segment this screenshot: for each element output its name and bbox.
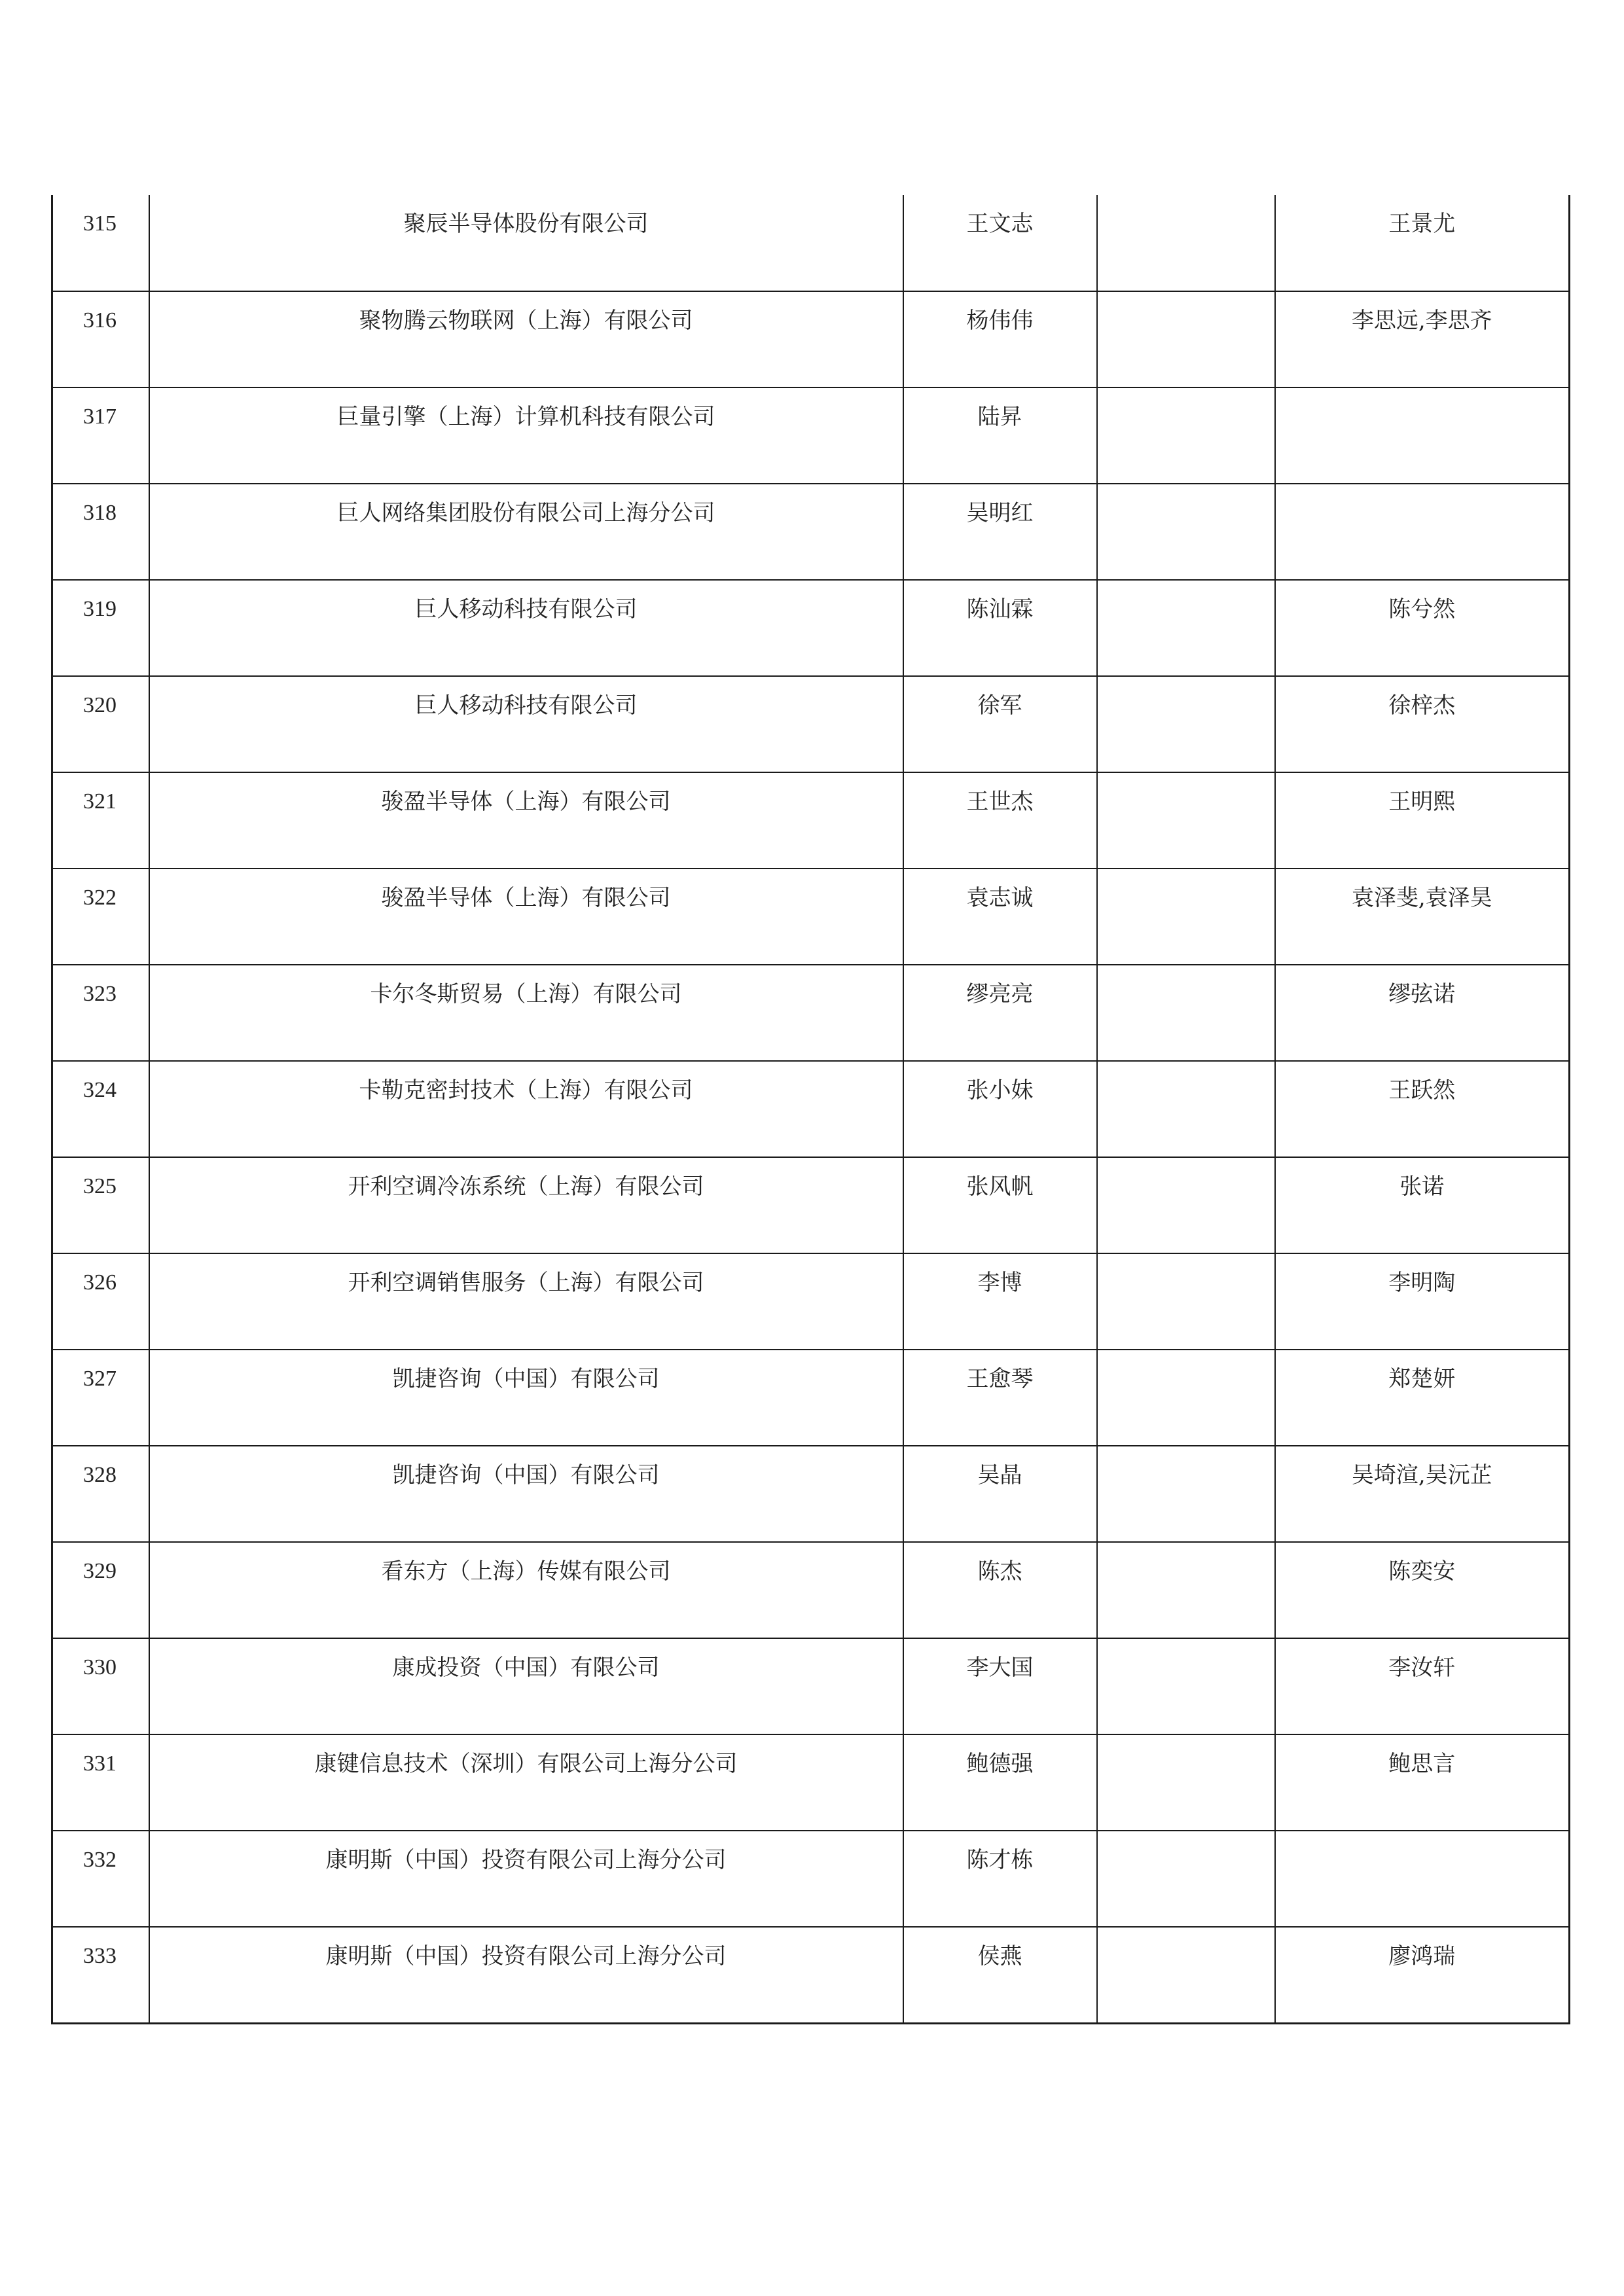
table-row [52,772,1570,869]
child-name-cell: 缪弦诺 [1275,965,1570,1061]
child-name-cell: 李思远,李思齐 [1275,291,1570,387]
row-number-cell: 327 [52,1350,149,1446]
company-cell: 开利空调销售服务（上海）有限公司 [149,1253,903,1350]
blank-cell [1097,1157,1275,1253]
blank-cell [1097,580,1275,676]
blank-cell [1097,1831,1275,1927]
company-cell: 聚辰半导体股份有限公司 [149,195,903,291]
blank-cell [1097,869,1275,965]
company-cell: 开利空调冷冻系统（上海）有限公司 [149,1157,903,1253]
employee-name-cell: 杨伟伟 [903,291,1097,387]
roster-table-body [52,195,1570,2023]
employee-name-cell: 缪亮亮 [903,965,1097,1061]
company-cell: 康明斯（中国）投资有限公司上海分公司 [149,1927,903,2023]
table-row [52,1446,1570,1542]
child-name-cell: 王明熙 [1275,772,1570,869]
child-name-cell: 吴埼渲,吴沅芷 [1275,1446,1570,1542]
row-number-cell: 333 [52,1927,149,2023]
row-number-cell: 316 [52,291,149,387]
child-name-cell: 王跃然 [1275,1061,1570,1157]
company-cell: 卡尔冬斯贸易（上海）有限公司 [149,965,903,1061]
blank-cell [1097,1638,1275,1734]
employee-name-cell: 侯燕 [903,1927,1097,2023]
blank-cell [1097,195,1275,291]
blank-cell [1097,772,1275,869]
company-cell: 卡勒克密封技术（上海）有限公司 [149,1061,903,1157]
child-name-cell: 鲍思言 [1275,1734,1570,1831]
blank-cell [1097,1061,1275,1157]
child-name-cell: 李明陶 [1275,1253,1570,1350]
child-name-cell: 王景尤 [1275,195,1570,291]
employee-name-cell: 吴明红 [903,484,1097,580]
child-name-cell: 廖鸿瑞 [1275,1927,1570,2023]
blank-cell [1097,1542,1275,1638]
table-row [52,1542,1570,1638]
employee-name-cell: 吴晶 [903,1446,1097,1542]
employee-name-cell: 陈杰 [903,1542,1097,1638]
employee-name-cell: 王愈琴 [903,1350,1097,1446]
table-row [52,1831,1570,1927]
company-cell: 凯捷咨询（中国）有限公司 [149,1350,903,1446]
child-name-cell: 陈兮然 [1275,580,1570,676]
employee-name-cell: 徐军 [903,676,1097,772]
row-number-cell: 323 [52,965,149,1061]
table-row [52,1061,1570,1157]
child-name-cell: 张诺 [1275,1157,1570,1253]
blank-cell [1097,1350,1275,1446]
table-row [52,1927,1570,2023]
child-name-cell: 徐梓杰 [1275,676,1570,772]
company-cell: 巨人网络集团股份有限公司上海分公司 [149,484,903,580]
roster-table [51,195,1570,2024]
blank-cell [1097,291,1275,387]
company-cell: 巨人移动科技有限公司 [149,580,903,676]
employee-name-cell: 张小妹 [903,1061,1097,1157]
company-cell: 康成投资（中国）有限公司 [149,1638,903,1734]
table-row [52,291,1570,387]
child-name-cell [1275,484,1570,580]
blank-cell [1097,1446,1275,1542]
table-row [52,869,1570,965]
employee-name-cell: 张风帆 [903,1157,1097,1253]
child-name-cell: 李汝轩 [1275,1638,1570,1734]
row-number-cell: 315 [52,195,149,291]
company-cell: 聚物腾云物联网（上海）有限公司 [149,291,903,387]
child-name-cell: 袁泽斐,袁泽昊 [1275,869,1570,965]
row-number-cell: 318 [52,484,149,580]
row-number-cell: 319 [52,580,149,676]
company-cell: 骏盈半导体（上海）有限公司 [149,869,903,965]
row-number-cell: 329 [52,1542,149,1638]
table-row [52,676,1570,772]
table-row [52,1253,1570,1350]
table-row [52,1734,1570,1831]
blank-cell [1097,1927,1275,2023]
blank-cell [1097,1253,1275,1350]
company-cell: 凯捷咨询（中国）有限公司 [149,1446,903,1542]
table-row [52,580,1570,676]
row-number-cell: 325 [52,1157,149,1253]
employee-name-cell: 袁志诚 [903,869,1097,965]
row-number-cell: 320 [52,676,149,772]
company-cell: 康明斯（中国）投资有限公司上海分公司 [149,1831,903,1927]
table-row [52,1350,1570,1446]
employee-name-cell: 陈才栋 [903,1831,1097,1927]
blank-cell [1097,676,1275,772]
row-number-cell: 328 [52,1446,149,1542]
row-number-cell: 326 [52,1253,149,1350]
child-name-cell [1275,1831,1570,1927]
employee-name-cell: 王世杰 [903,772,1097,869]
company-cell: 康键信息技术（深圳）有限公司上海分公司 [149,1734,903,1831]
row-number-cell: 332 [52,1831,149,1927]
employee-name-cell: 李博 [903,1253,1097,1350]
row-number-cell: 317 [52,387,149,484]
employee-name-cell: 李大国 [903,1638,1097,1734]
company-cell: 巨人移动科技有限公司 [149,676,903,772]
row-number-cell: 321 [52,772,149,869]
row-number-cell: 331 [52,1734,149,1831]
blank-cell [1097,387,1275,484]
company-cell: 看东方（上海）传媒有限公司 [149,1542,903,1638]
child-name-cell: 郑楚妍 [1275,1350,1570,1446]
row-number-cell: 324 [52,1061,149,1157]
employee-name-cell: 陆昇 [903,387,1097,484]
child-name-cell: 陈奕安 [1275,1542,1570,1638]
blank-cell [1097,484,1275,580]
table-row [52,195,1570,291]
table-row [52,387,1570,484]
table-row [52,1157,1570,1253]
blank-cell [1097,965,1275,1061]
employee-name-cell: 鲍德强 [903,1734,1097,1831]
company-cell: 巨量引擎（上海）计算机科技有限公司 [149,387,903,484]
employee-name-cell: 陈汕霖 [903,580,1097,676]
table-row [52,484,1570,580]
company-cell: 骏盈半导体（上海）有限公司 [149,772,903,869]
child-name-cell [1275,387,1570,484]
table-row [52,1638,1570,1734]
row-number-cell: 330 [52,1638,149,1734]
employee-name-cell: 王文志 [903,195,1097,291]
table-row [52,965,1570,1061]
blank-cell [1097,1734,1275,1831]
row-number-cell: 322 [52,869,149,965]
